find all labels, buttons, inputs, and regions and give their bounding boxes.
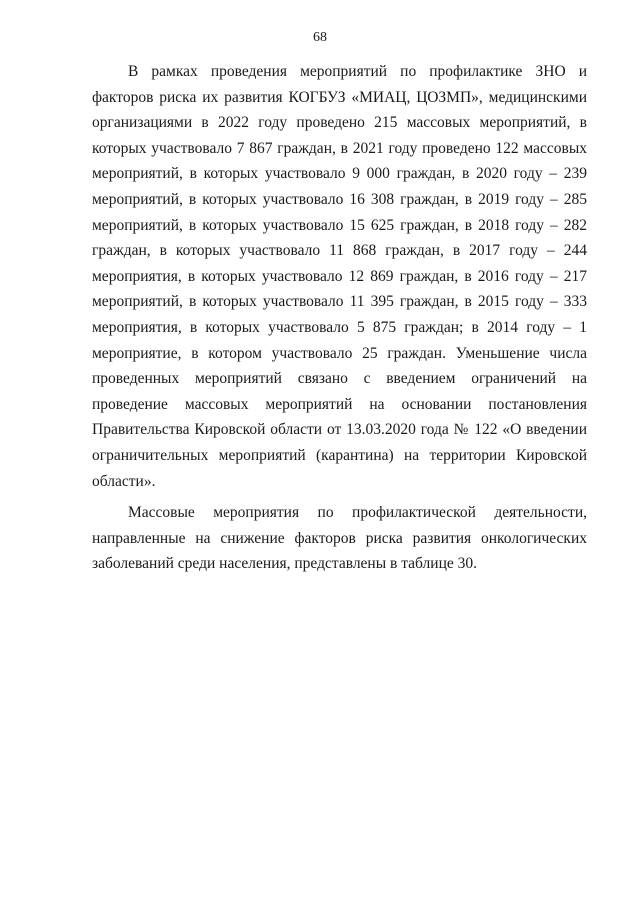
paragraph-table-reference: Массовые мероприятия по профилактической деятельности, направленные на снижение факторов риска развития онкологических заболеваний среди населения, представлены в таблице 30.	[92, 504, 587, 573]
paragraph-events-statistics: В рамках проведения мероприятий по профилактике ЗНО и факторов риска их развития КОГБУЗ «МИАЦ, ЦОЗМП», медицинскими организациями в 2022 году проведено 215 массовых мероприятий, в которых участвовало 7 867 граждан, в 2021 году проведено 122 массовых мероприятий, в которых участвовало 9 000 граждан, в 2020 году – 239 мероприятий, в которых участвовало 16 308 граждан, в 2019 году – 285 мероприятий, в которых участвовало 15 625 граждан, в 2018 году – 282 граждан, в которых участвовало 11 868 граждан, в 2017 году – 244 мероприятия, в которых участвовало 12 869 граждан, в 2016 году – 217 мероприятий, в которых участвовало 11 395 граждан, в 2015 году – 333 мероприятия, в которых участвовало 5 875 граждан; в 2014 году – 1 мероприятие, в котором участвовало 25 граждан. Уменьшение числа проведенных мероприятий связано с введением ограничений на проведение массовых мероприятий на основании постановления Правительства Кировской области от 13.03.2020 года № 122 «О введении ограничительных мероприятий (карантина) на территории Кировской области».	[92, 63, 587, 490]
page-number: 68	[313, 30, 327, 45]
document-body	[92, 59, 587, 577]
